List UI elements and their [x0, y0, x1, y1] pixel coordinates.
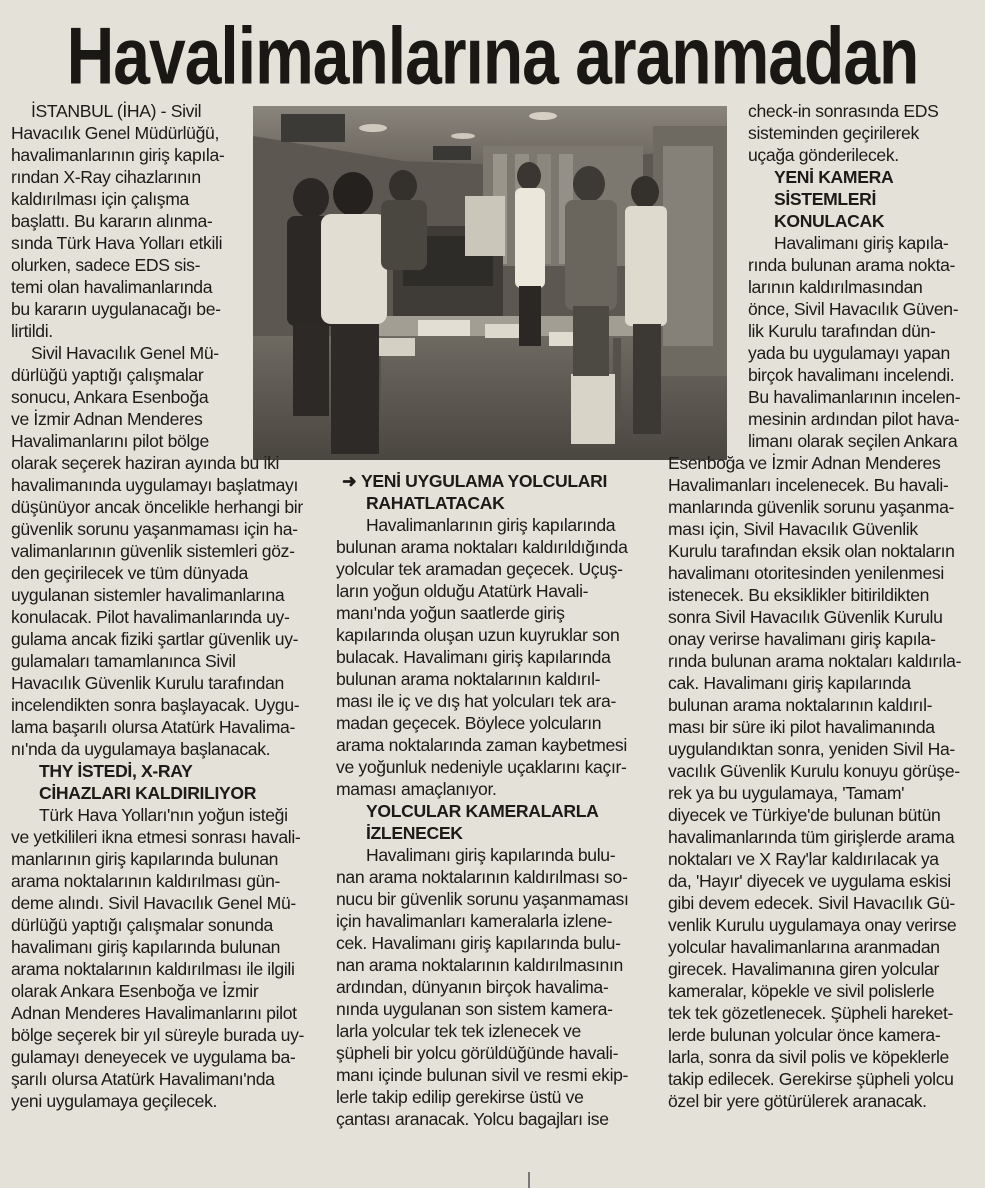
text-line: kapılarında oluşan uzun kuyruklar son — [336, 625, 620, 645]
text-line: Havacılık Güvenlik Kurulu tarafından — [11, 673, 284, 693]
subheading: CİHAZLARI KALDIRILIYOR — [39, 783, 257, 803]
text-line: gulamaları tamamlanınca Sivil — [11, 651, 236, 671]
subheading: KONULACAK — [774, 211, 885, 231]
text-line: bulunan arama noktalarının kaldırıl- — [668, 695, 933, 715]
text-line: ması için, Sivil Havacılık Güvenlik — [668, 519, 918, 539]
text-line: nan arama noktalarının kaldırılması so- — [336, 867, 628, 887]
text-line: tek tek gözetlenecek. Şüpheli hareket- — [668, 1003, 953, 1023]
text-line: temi olan havalimanlarında — [11, 277, 213, 297]
text-line: takip edilecek. Gerekirse şüpheli yolcu — [668, 1069, 954, 1089]
text-line: Havacılık Genel Müdürlüğü, — [11, 123, 219, 143]
text-line: noktaları ve X Ray'lar kaldırılacak ya — [668, 849, 939, 869]
text-line: yolcular havalimanlarına aranmadan — [668, 937, 940, 957]
text-line: Kurulu tarafından eksik olan noktaların — [668, 541, 955, 561]
subheading: RAHATLATACAK — [366, 493, 505, 513]
text-line: larla, sonra da sivil polis ve köpeklerle — [668, 1047, 949, 1067]
text-line: yolcular tek aramadan geçecek. Uçuş- — [336, 559, 623, 579]
text-line: mesinin ardından pilot hava- — [748, 409, 960, 429]
text-line: Havalimanlarının giriş kapılarında — [366, 515, 616, 535]
text-line: nucu bir güvenlik sorunu yaşanmaması — [336, 889, 629, 909]
column-divider — [528, 1172, 530, 1188]
text-line: olurken, sadece EDS sis- — [11, 255, 201, 275]
text-line: uygulanan sistemler havalimanlarına — [11, 585, 285, 605]
text-line: rek ya bu uygulamaya, 'Tamam' — [668, 783, 905, 803]
article-column-3 — [668, 100, 980, 1112]
text-line: olarak Ankara Esenboğa ve İzmir — [11, 981, 259, 1001]
text-line: onay verirse havalimanı giriş kapıla- — [668, 629, 936, 649]
subheading — [336, 470, 668, 492]
text-line: manı'nda yoğun saatlerde giriş — [336, 603, 565, 623]
text-line: Havalimanı giriş kapıla- — [774, 233, 949, 253]
text-line: ların yoğun olduğu Atatürk Havali- — [336, 581, 589, 601]
text-line: kaldırılması için çalışma — [11, 189, 189, 209]
text-line: manlarının giriş kapılarında bulunan — [11, 849, 279, 869]
text-line: nı'nda da uygulamaya başlanacak. — [11, 739, 271, 759]
text-line: maması amaçlanıyor. — [336, 779, 497, 799]
text-line: girecek. Havalimanına giren yolcular — [668, 959, 939, 979]
text-line: valimanlarının güvenlik sistemleri göz- — [11, 541, 295, 561]
text-line: dürlüğü yaptığı çalışmalar sonunda — [11, 915, 273, 935]
text-line: istenecek. Bu eksiklikler bitirildikten — [668, 585, 930, 605]
text-line: nında uygulanan son sistem kamera- — [336, 999, 613, 1019]
text-line: cak. Havalimanı giriş kapılarında — [668, 673, 911, 693]
text-line: uygulandıktan sonra, yeniden Sivil Ha- — [668, 739, 955, 759]
text-line: havalimanlarının giriş kapıla- — [11, 145, 225, 165]
text-line: güvenlik sorunu yaşanmaması için ha- — [11, 519, 298, 539]
text-line: check-in sonrasında EDS — [748, 101, 939, 121]
text-line: incelendikten sonra başlayacak. Uygu- — [11, 695, 300, 715]
text-line: lerde bulunan yolcular önce kamera- — [668, 1025, 941, 1045]
text-line: bulunan arama noktalarının kaldırıl- — [336, 669, 601, 689]
text-line: Sivil Havacılık Genel Mü- — [31, 343, 219, 363]
text-line: uçağa gönderilecek. — [748, 145, 899, 165]
text-line: lirtildi. — [11, 321, 53, 341]
text-line: sonra Sivil Havacılık Güvenlik Kurulu — [668, 607, 943, 627]
text-line: havalimanı giriş kapılarında bulunan — [11, 937, 281, 957]
text-line: ması ile iç ve dış hat yolcuları tek ara- — [336, 691, 616, 711]
text-line: gibi devem edecek. Sivil Havacılık Gü- — [668, 893, 955, 913]
text-line: rında bulunan arama nokta- — [748, 255, 956, 275]
text-line: bulunan arama noktaları kaldırıldığında — [336, 537, 628, 557]
text-line: lerle takip edilip gerekirse üstü ve — [336, 1087, 584, 1107]
subheading: SİSTEMLERİ — [774, 189, 877, 209]
text-line: deme alındı. Sivil Havacılık Genel Mü- — [11, 893, 296, 913]
text-line: ve yetkilileri ikna etmesi sonrası havali- — [11, 827, 301, 847]
text-line: limanı olarak seçilen Ankara — [748, 431, 958, 451]
text-line: çantası aranacak. Yolcu bagajları ise — [336, 1109, 609, 1129]
text-line: diyecek ve Türkiye'de bulunan bütün — [668, 805, 941, 825]
text-line: ve yoğunluk nedeniyle uçaklarını kaçır- — [336, 757, 627, 777]
text-line: havalimanı otoritesinden yenilenmesi — [668, 563, 944, 583]
subheading: İZLENECEK — [366, 823, 463, 843]
article-column-1 — [11, 100, 336, 1112]
text-line: venlik Kurulu uygulamaya onay verirse — [668, 915, 957, 935]
article-column-2 — [336, 470, 668, 1130]
text-line: düşünüyor ancak öncelikle herhangi bir — [11, 497, 303, 517]
text-line: Havalimanı giriş kapılarında bulu- — [366, 845, 616, 865]
text-line: yada bu uygulamayı yapan — [748, 343, 950, 363]
text-line: manı içinde bulunan sivil ve resmi ekip- — [336, 1065, 629, 1085]
text-line: sında Türk Hava Yolları etkili — [11, 233, 223, 253]
text-line: birçok havalimanı incelendi. — [748, 365, 955, 385]
text-line: ardından, dünyanın birçok havalima- — [336, 977, 609, 997]
text-line: ve İzmir Adnan Menderes — [11, 409, 203, 429]
text-line: olarak seçerek haziran ayında bu iki — [11, 453, 280, 473]
text-line: önce, Sivil Havacılık Güven- — [748, 299, 959, 319]
text-line: Türk Hava Yolları'nın yoğun isteği — [39, 805, 288, 825]
text-line: konulacak. Pilot havalimanlarında uy- — [11, 607, 290, 627]
text-line: larının kaldırılmasından — [748, 277, 923, 297]
text-line: sonucu, Ankara Esenboğa — [11, 387, 209, 407]
text-line: rından X-Ray cihazlarının — [11, 167, 201, 187]
text-line: bölge seçerek bir yıl süreyle burada uy- — [11, 1025, 305, 1045]
text-line: arama noktalarının kaldırılması ile ilgili — [11, 959, 295, 979]
text-line: gulamayı deneyecek ve uygulama ba- — [11, 1047, 296, 1067]
text-line: başlattı. Bu kararın alınma- — [11, 211, 213, 231]
text-line: sisteminden geçirilerek — [748, 123, 919, 143]
text-line: gulama ancak fiziki şartlar güvenlik uy- — [11, 629, 299, 649]
subheading-text: YENİ UYGULAMA YOLCULARI — [360, 471, 608, 491]
text-line: havalimanlarında tüm girişlerde arama — [668, 827, 955, 847]
text-line: bulacak. Havalimanı giriş kapılarında — [336, 647, 611, 667]
arrow-bullet-icon: ➜ — [342, 471, 361, 491]
text-line: lik Kurulu tarafından dün- — [748, 321, 936, 341]
text-line: kameralar, köpekle ve sivil polislerle — [668, 981, 935, 1001]
text-line: Havalimanları incelenecek. Bu havali- — [668, 475, 949, 495]
text-line: manlarında güvenlik sorunu yaşanma- — [668, 497, 955, 517]
text-line: arama noktalarında zaman kaybetmesi — [336, 735, 627, 755]
text-line: Bu havalimanlarının incelen- — [748, 387, 961, 407]
text-line: arama noktalarının kaldırılması gün- — [11, 871, 281, 891]
text-line: dürlüğü yaptığı çalışmalar — [11, 365, 204, 385]
text-line: için havalimanları kameralarla izlene- — [336, 911, 613, 931]
text-line: den geçirilecek ve tüm dünyada — [11, 563, 248, 583]
text-line: cek. Havalimanı giriş kapılarında bulu- — [336, 933, 621, 953]
text-line: lama başarılı olursa Atatürk Havalima- — [11, 717, 295, 737]
text-line: özel bir yere götürülerek aranacak. — [668, 1091, 927, 1111]
text-line: Adnan Menderes Havalimanlarını pilot — [11, 1003, 297, 1023]
text-line: Esenboğa ve İzmir Adnan Menderes — [668, 453, 941, 473]
text-line: rında bulunan arama noktaları kaldırıla- — [668, 651, 962, 671]
subheading: THY İSTEDİ, X-RAY — [39, 761, 193, 781]
text-line: larla yolcular tek tek izlenecek ve — [336, 1021, 581, 1041]
text-line: ması bir süre iki pilot havalimanında — [668, 717, 935, 737]
text-line: İSTANBUL (İHA) - Sivil — [31, 101, 202, 121]
text-line: şarılı olursa Atatürk Havalimanı'nda — [11, 1069, 275, 1089]
text-line: şüpheli bir yolcu görüldüğünde havali- — [336, 1043, 619, 1063]
text-line: da, 'Hayır' diyecek ve uygulama eskisi — [668, 871, 951, 891]
text-line: nan arama noktalarının kaldırılmasının — [336, 955, 623, 975]
headline: Havalimanlarına aranmadan — [66, 10, 919, 101]
text-line: havalimanında uygulamayı başlatmayı — [11, 475, 299, 495]
subheading: YOLCULAR KAMERALARLA — [366, 801, 599, 821]
text-line: yeni uygulamaya geçilecek. — [11, 1091, 218, 1111]
subheading: YENİ KAMERA — [774, 167, 894, 187]
text-line: bu kararın uygulanacağı be- — [11, 299, 221, 319]
text-line: madan geçecek. Böylece yolcuların — [336, 713, 602, 733]
text-line: Havalimanlarını pilot bölge — [11, 431, 209, 451]
text-line: vacılık Güvenlik Kurulu konuyu görüşe- — [668, 761, 960, 781]
